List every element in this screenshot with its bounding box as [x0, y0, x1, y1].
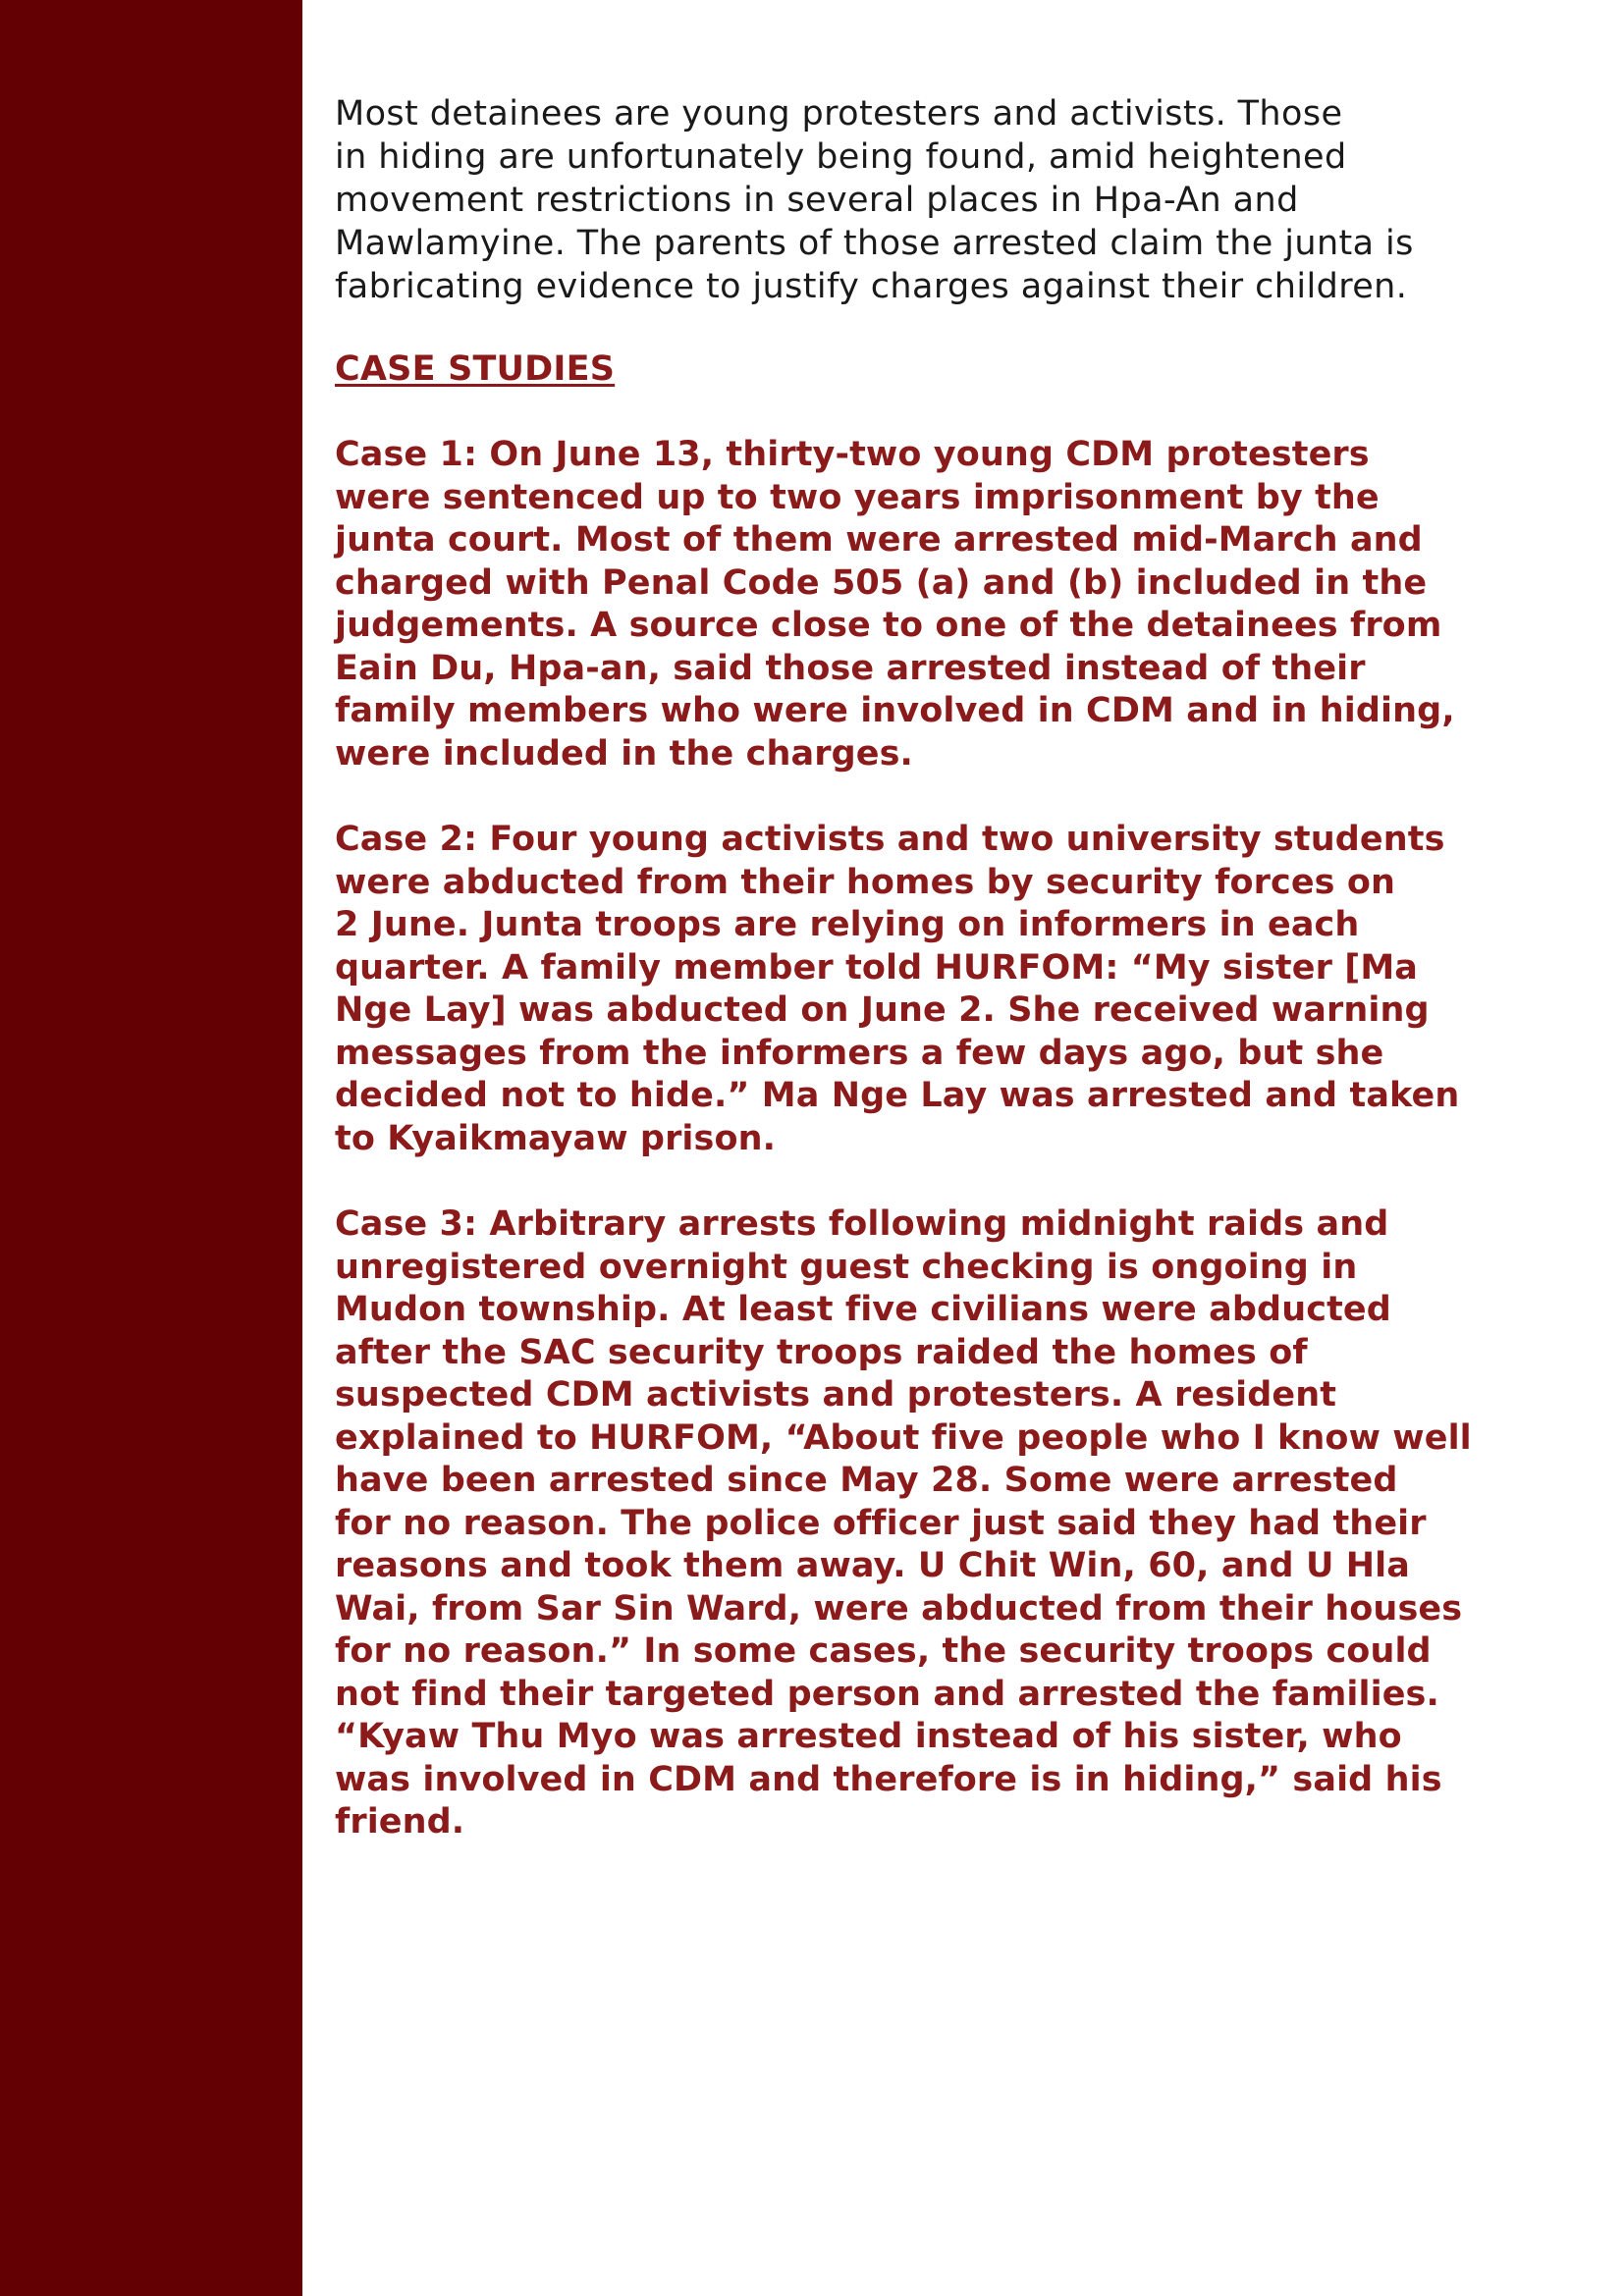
intro-line: Most detainees are young protesters and activists. Those	[335, 94, 1343, 133]
case-line: quarter. A family member told HURFOM: “My sister [Ma	[335, 947, 1418, 988]
case-line: friend.	[335, 1802, 465, 1842]
intro-line: in hiding are unfortunately being found, amid heightened	[335, 137, 1347, 177]
case-line: decided not to hide.” Ma Nge Lay was arrested and taken	[335, 1076, 1460, 1115]
case-line: Mudon township. At least five civilians were abducted	[335, 1290, 1391, 1329]
case-line: Case 2: Four young activists and two university students	[335, 820, 1445, 859]
case-line: judgements. A source close to one of the detainees from	[335, 606, 1442, 645]
case-line: not find their targeted person and arrested the families.	[335, 1674, 1439, 1714]
case-line: charged with Penal Code 505 (a) and (b) included in the	[335, 562, 1428, 603]
case-line: were abducted from their homes by security forces on	[335, 862, 1396, 902]
case-2-paragraph	[335, 819, 1460, 1160]
intro-line: fabricating evidence to justify charges against their children.	[335, 267, 1408, 306]
case-line: suspected CDM activists and protesters. A resident	[335, 1375, 1337, 1415]
case-line: have been arrested since May 28. Some were arrested	[335, 1461, 1398, 1500]
case-line: 2 June. Junta troops are relying on informers in each	[335, 905, 1360, 944]
case-line: messages from the informers a few days ago, but she	[335, 1033, 1384, 1073]
case-studies-heading: CASE STUDIES	[335, 349, 616, 389]
case-line: Wai, from Sar Sin Ward, were abducted from their houses	[335, 1588, 1463, 1629]
case-line: Case 1: On June 13, thirty-two young CDM protesters	[335, 435, 1370, 474]
case-line: was involved in CDM and therefore is in hiding,” said his	[335, 1759, 1442, 1799]
case-line: explained to HURFOM, “About five people who I know well	[335, 1417, 1472, 1458]
intro-line: movement restrictions in several places in Hpa-An and	[335, 181, 1299, 220]
case-line: after the SAC security troops raided the homes of	[335, 1332, 1308, 1372]
case-line: Nge Lay] was abducted on June 2. She received warning	[335, 990, 1430, 1030]
document-content	[335, 92, 1472, 1844]
case-line: Eain Du, Hpa-an, said those arrested instead of their	[335, 648, 1366, 688]
case-line: family members who were involved in CDM and in hiding,	[335, 691, 1455, 730]
case-line: junta court. Most of them were arrested mid-March and	[335, 520, 1423, 560]
case-line: for no reason.” In some cases, the security troops could	[335, 1631, 1432, 1671]
case-line: Case 3: Arbitrary arrests following midnight raids and	[335, 1204, 1389, 1244]
intro-paragraph	[335, 92, 1415, 308]
case-line: unregistered overnight guest checking is ongoing in	[335, 1247, 1358, 1287]
case-line: “Kyaw Thu Myo was arrested instead of his sister, who	[335, 1717, 1402, 1756]
case-3-paragraph	[335, 1203, 1472, 1844]
case-1-paragraph	[335, 434, 1455, 775]
case-line: were included in the charges.	[335, 733, 913, 774]
intro-line: Mawlamyine. The parents of those arrested claim the junta is	[335, 224, 1414, 263]
sidebar-band	[0, 0, 302, 2296]
case-line: for no reason. The police officer just said they had their	[335, 1503, 1427, 1543]
case-line: to Kyaikmayaw prison.	[335, 1118, 777, 1158]
case-line: reasons and took them away. U Chit Win, 60, and U Hla	[335, 1546, 1410, 1585]
case-line: were sentenced up to two years imprisonment by the	[335, 477, 1380, 517]
